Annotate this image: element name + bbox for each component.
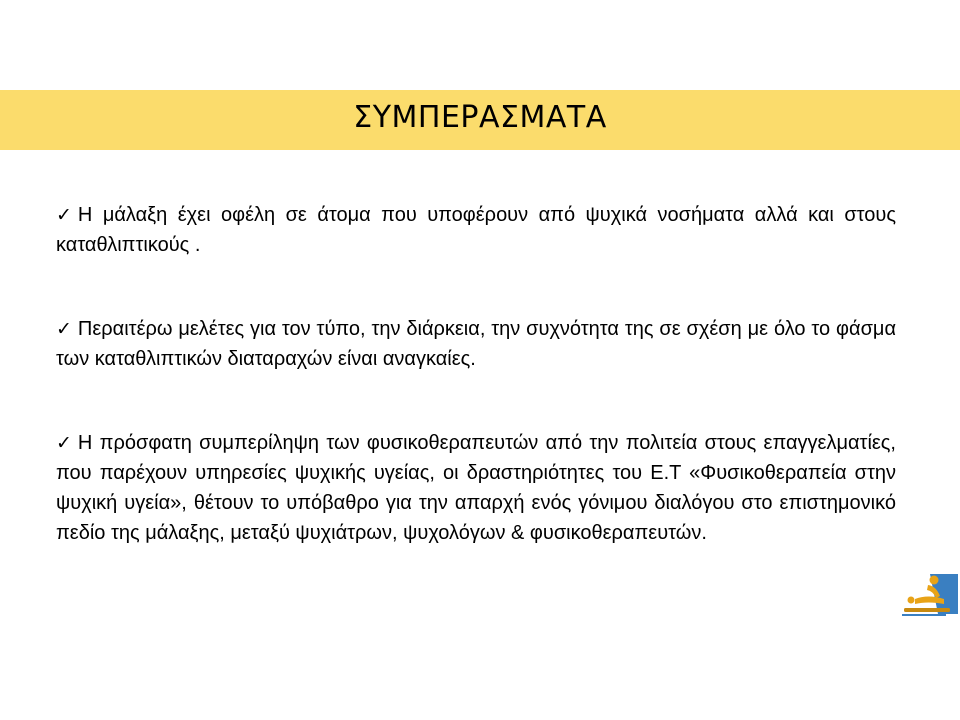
logo-base-line: [902, 614, 946, 616]
bullet-item: [56, 200, 896, 260]
massage-therapy-logo-icon: [900, 566, 960, 626]
logo-therapist-head: [930, 576, 939, 585]
bullet-list: [56, 200, 896, 548]
slide-title: ΣΥΜΠΕΡΑΣΜΑΤΑ: [353, 100, 607, 135]
bullet-text: Περαιτέρω μελέτες για τον τύπο, την διάρκεια, την συχνότητα της σε σχέση με όλο το φάσμα των καταθλιπτικών διαταραχών είναι αναγκαίες.: [56, 318, 896, 370]
bullet-item: [56, 314, 896, 374]
check-icon: ✓: [56, 318, 72, 340]
check-icon: ✓: [56, 432, 72, 454]
bullet-item: [56, 428, 896, 548]
check-icon: ✓: [56, 204, 72, 226]
bullet-text: Η πρόσφατη συμπερίληψη των φυσικοθεραπευτών από την πολιτεία στους επαγγελματίες, που παρέχουν υπηρεσίες ψυχικής υγείας, οι δραστηριότητες του Ε.Τ «Φυσικοθεραπεία στην ψυχική υγεία», θέτουν το υπόβαθρο για την απαρχή ενός γόνιμου διαλόγου στο επιστημονικό πεδίο της μάλαξης, μεταξύ ψυχιάτρων, ψυχολόγων & φυσικοθεραπευτών.: [56, 432, 896, 544]
logo-table: [904, 608, 950, 612]
logo-patient-head: [908, 597, 915, 604]
bullet-text: Η μάλαξη έχει οφέλη σε άτομα που υποφέρουν από ψυχικά νοσήματα αλλά και στους καταθλιπτικούς .: [56, 204, 896, 256]
